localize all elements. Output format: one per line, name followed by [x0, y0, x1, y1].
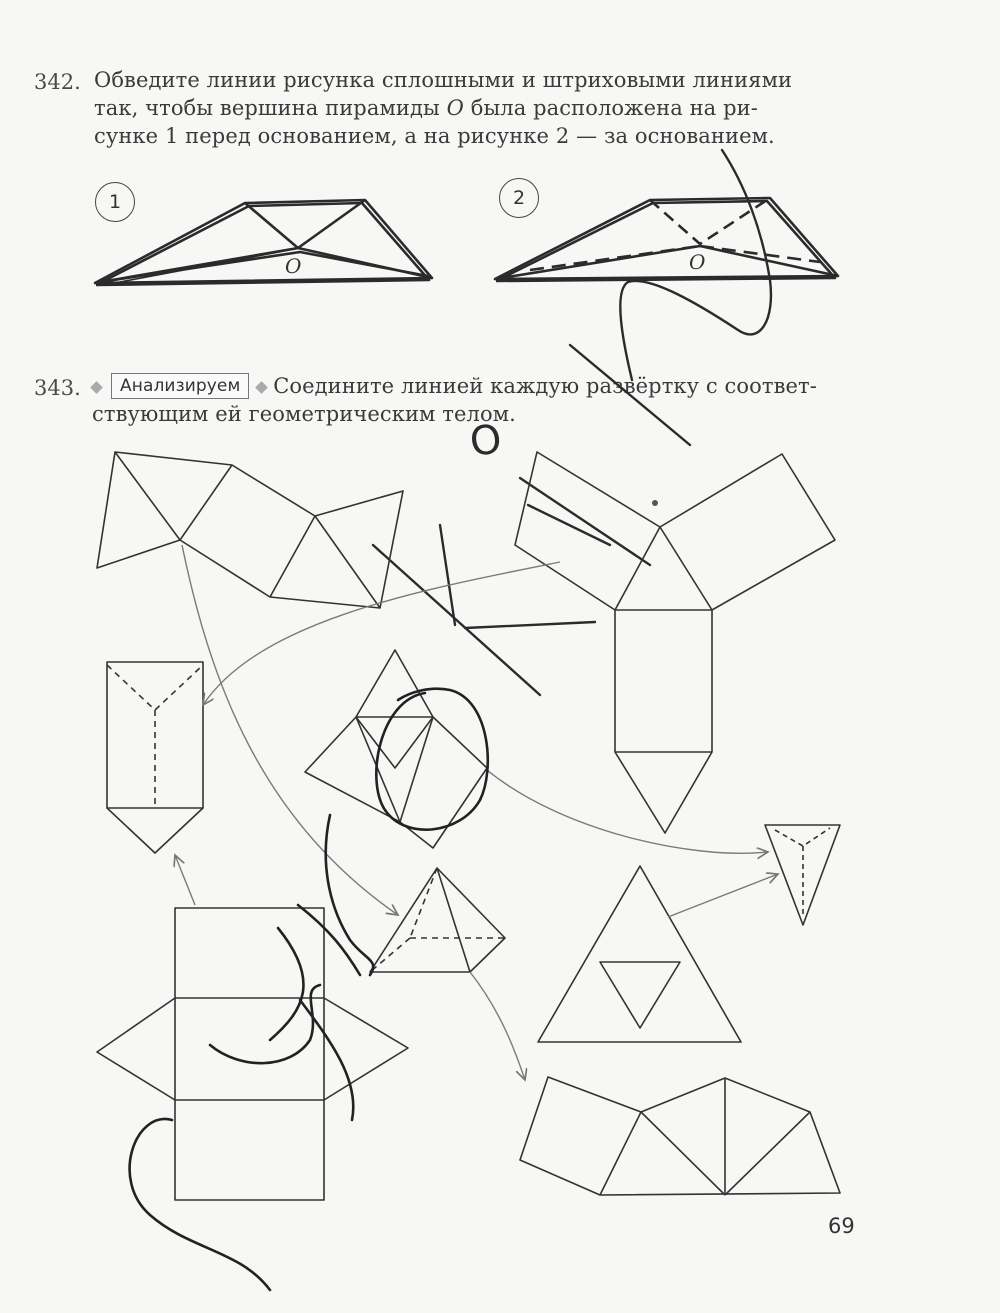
- solid-square-pyramid: [370, 868, 505, 972]
- net-tetrahedron: [538, 866, 741, 1042]
- figure-2-label: 2: [499, 178, 539, 218]
- handwritten-letter-o: O: [466, 416, 505, 466]
- task-343-line-2: ствующим ей геометрическим телом.: [92, 402, 516, 426]
- small-dot: [652, 500, 658, 506]
- analyze-badge: Анализируем: [111, 373, 249, 399]
- net-square-pyramid: [305, 650, 487, 848]
- pyramid-figure-2: [495, 198, 838, 281]
- task-342-line-3: сунке 1 перед основанием, а на рисунке 2 — за основанием.: [94, 124, 775, 148]
- task-342-line-2: так, чтобы вершина пирамиды O была расположена на ри-: [94, 96, 758, 120]
- solid-triangular-prism: [107, 662, 203, 853]
- page-number: 69: [828, 1214, 855, 1238]
- task-342-line-1: Обведите линии рисунка сплошными и штриховыми линиями: [94, 68, 793, 92]
- net-triangular-prism-strip: [97, 452, 403, 608]
- net-triangular-prism: [515, 452, 835, 833]
- net-triangle-strip: [520, 1077, 840, 1195]
- vertex-o-label-2: O: [689, 250, 706, 274]
- task-343-line-1: Анализируем Соедините линией каждую развёртку с соответ-: [92, 372, 852, 400]
- connecting-arrows: [175, 545, 778, 1080]
- figure-1-label: 1: [95, 182, 135, 222]
- task-343-number: 343.: [34, 376, 81, 400]
- task-342-number: 342.: [34, 70, 81, 94]
- pyramid-figure-1: [95, 200, 432, 285]
- vertex-o-label-1: O: [285, 254, 302, 278]
